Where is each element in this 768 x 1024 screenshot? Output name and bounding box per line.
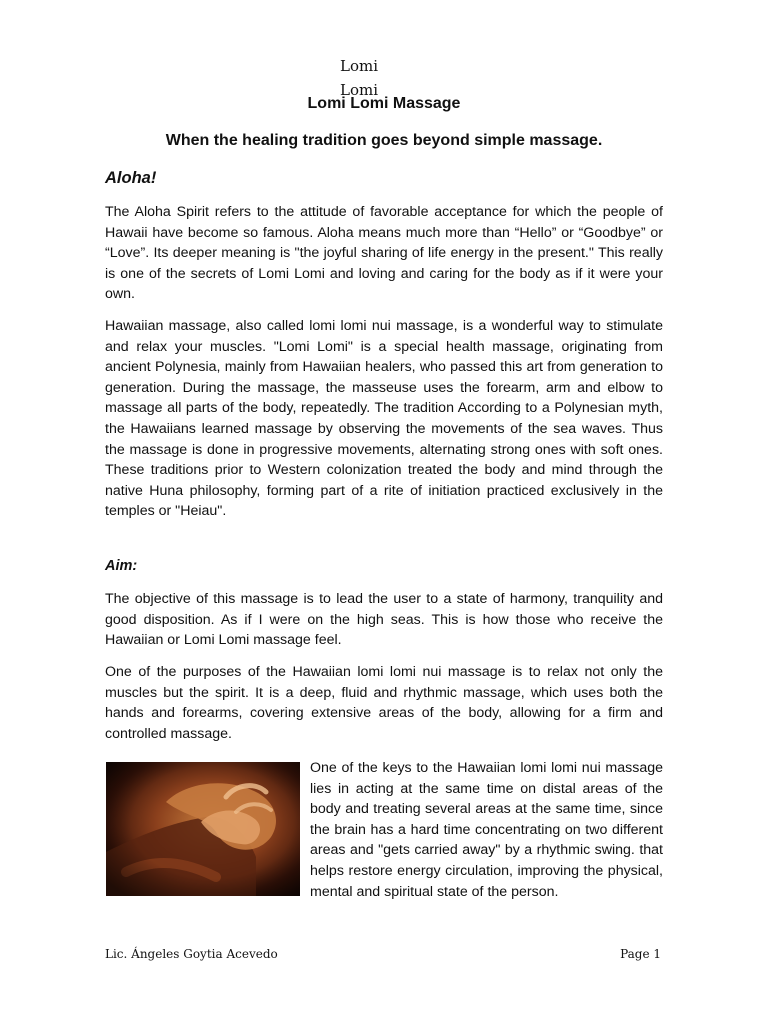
document-title: Lomi Lomi Massage: [307, 95, 461, 112]
footer-author: Lic. Ángeles Goytia Acevedo: [105, 947, 278, 961]
footer-page-number: Page 1: [620, 947, 661, 961]
aim-paragraph-3: One of the keys to the Hawaiian lomi lomi nui massage lies in acting at the same time on distal areas of the body and treating several areas at the same time, since the brain has a hard time concentrating on two different areas and "gets carried away" by a rhythmic swing. that helps restore energy circulation, improving the physical, mental and spiritual state of the person.: [310, 760, 663, 900]
aim-paragraph-3-block: [105, 758, 663, 902]
aloha-paragraph-1: The Aloha Spirit refers to the attitude of favorable acceptance for which the people of Hawaii have become so famous. Aloha means much more than “Hello” or “Goodbye” or “Love”. Its deeper meaning is "the joyful sharing of life energy in the present." This really is one of the secrets of Lomi Lomi and loving and caring for the body as if it were your own.: [105, 204, 663, 303]
header-stamp-line-2: Lomi: [340, 81, 379, 99]
photo-float-spacer: [105, 758, 310, 901]
document-subtitle: When the healing tradition goes beyond simple massage.: [165, 132, 603, 149]
header-stamp-line-1: Lomi: [340, 57, 379, 75]
aloha-heading: Aloha!: [105, 169, 157, 187]
aim-paragraph-1: The objective of this massage is to lead the user to a state of harmony, tranquility and good disposition. As if I were on the high seas. This is how those who receive the Hawaiian or Lomi Lomi massage feel.: [105, 591, 663, 649]
aloha-paragraph-2: Hawaiian massage, also called lomi lomi nui massage, is a wonderful way to stimulate and relax your muscles. "Lomi Lomi" is a special health massage, originating from ancient Polynesia, mainly from Hawaiian healers, who passed this art from generation to generation. During the massage, the masseuse uses the forearm, arm and elbow to massage all parts of the body, repeatedly. The tradition According to a Polynesian myth, the Hawaiians learned massage by observing the movements of the sea waves. Thus the massage is done in progressive movements, alternating strong ones with soft ones. These traditions prior to Western colonization treated the body and mind through the native Huna philosophy, forming part of a rite of initiation practiced exclusively in the temples or "Heiau".: [105, 318, 663, 520]
aim-heading: Aim:: [105, 558, 138, 574]
aim-paragraph-2: One of the purposes of the Hawaiian lomi lomi nui massage is to relax not only the muscles but the spirit. It is a deep, fluid and rhythmic massage, which uses both the hands and forearms, covering extensive areas of the body, allowing for a firm and controlled massage.: [105, 664, 663, 742]
